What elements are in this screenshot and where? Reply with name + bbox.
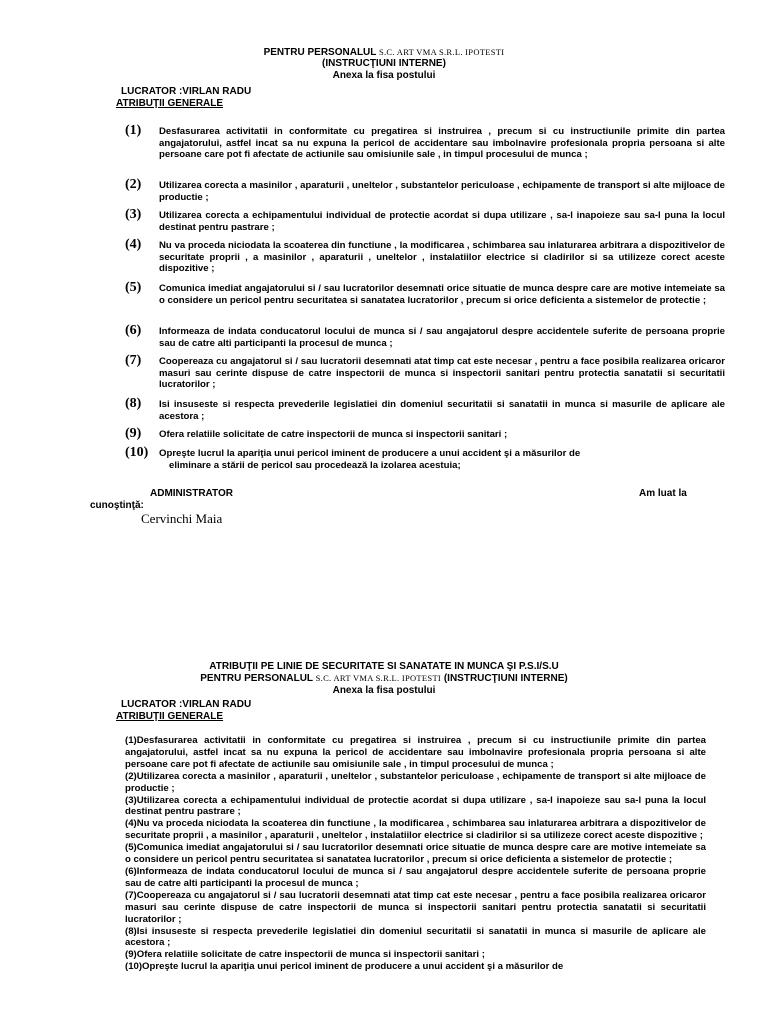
- administrator-label: ADMINISTRATOR: [150, 488, 233, 499]
- paragraph: (4)Nu va proceda niciodata la scoaterea din functiune , la modificarea , schimbarea sau inlaturarea arbitrara a dispozitivelor de securitate proprii , a masinilor , aparaturii , uneltelor , instalatiilor electrice si cladirilor si sa utilizeze corect aceste dispozitive ;: [125, 818, 706, 842]
- annex-label: Anexa la fisa postului: [332, 70, 436, 81]
- title-prefix: PENTRU PERSONALUL: [263, 47, 377, 58]
- item-number: (2): [125, 177, 142, 192]
- section2-body: [125, 735, 706, 973]
- paragraph: (9)Ofera relatiile solicitate de catre inspectorii de munca si inspectorii sanitari ;: [125, 949, 485, 961]
- section-heading: ATRIBUŢII GENERALE: [116, 98, 224, 109]
- item-number: (5): [125, 280, 142, 295]
- signature-name: Cervinchi Maia: [141, 511, 223, 526]
- item-number: (7): [125, 353, 142, 368]
- item-text: Isi insuseste si respecta prevederile legislatiei din domeniul securitatii si sanatatii in munca si masurile de aplicare ale acestora ;: [159, 399, 725, 422]
- item-number: (1): [125, 123, 142, 138]
- doc-subtitle: (INSTRUCŢIUNI INTERNE): [322, 58, 446, 69]
- paragraph: (10)Opreşte lucrul la apariţia unui pericol iminent de producere a unui accident şi a măsurilor de: [125, 961, 564, 973]
- list-item: [125, 446, 725, 471]
- company-name: S.C. ART VMA S.R.L. IPOTESTI: [378, 47, 505, 57]
- item-number: (4): [125, 237, 142, 252]
- paragraph: (2)Utilizarea corecta a masinilor , aparaturii , uneltelor , substantelor periculoase , echipamente de transport si alte mijloace de productie ;: [125, 770, 706, 794]
- item-text: Desfasurarea activitatii in conformitate cu pregatirea si instruirea , precum si cu instructiunile primite din partea angajatorului, astfel incat sa nu expuna la pericol de accidentare sau imbolnavire profesionala propria persoana si alte persoane care pot fi afectate de actiunile sau omisiunile sale , in timpul procesului de munca ;: [159, 126, 725, 161]
- doc2-subtitle: [0, 673, 768, 684]
- paragraph: (6)Informeaza de indata conducatorul locului de munca si / sau angajatorul despre accidentele suferite de persoana proprie sau de catre alti participanti la procesul de munca ;: [125, 865, 706, 889]
- item-text: Nu va proceda niciodata la scoaterea din functiune , la modificarea , schimbarea sau inlaturarea arbitrara a dispozitivelor de securitate proprii , a masinilor , aparaturii , uneltelor , instalatiilor electrice si cladirilor si sa utilizeze corect aceste dispozitive ;: [159, 240, 725, 275]
- list-item: [125, 238, 725, 275]
- paragraph: (5)Comunica imediat angajatorului si / sau lucratorilor desemnati orice situatie de munca despre care are motive intemeiate sa o considere un pericol pentru securitatea si sanatatea lucratorilor , precum si orice deficienta a sistemelor de protectie ;: [125, 842, 706, 866]
- item-text: Utilizarea corecta a echipamentului individual de protectie acordat si dupa utilizare , sa-l inapoieze sau sa-l puna la locul destinat pentru pastrare ;: [159, 210, 725, 233]
- item-text: Comunica imediat angajatorului si / sau lucratorilor desemnati orice situatie de munca despre care are motive intemeiate sa o considere un pericol pentru securitatea si sanatatea lucratorilor , precum si orice deficienta a sistemelor de protectie ;: [159, 283, 725, 306]
- annex2-label: Anexa la fisa postului: [332, 685, 436, 696]
- acknowledged-label: Am luat la: [639, 488, 687, 499]
- item-number: (10): [125, 445, 149, 460]
- list-item: [125, 281, 725, 306]
- list-item: [125, 208, 725, 233]
- item-text-line2: eliminare a stării de pericol sau procedează la izolarea acestuia;: [169, 459, 461, 471]
- doc2-title: ATRIBUŢII PE LINIE DE SECURITATE SI SANATATE IN MUNCA ŞI P.S.I/S.U: [209, 661, 559, 672]
- list-item: [125, 427, 725, 441]
- acknowledged-label-2: cunoştinţă:: [90, 500, 144, 511]
- worker-name: LUCRATOR :VIRLAN RADU: [121, 86, 252, 97]
- paragraph: (3)Utilizarea corecta a echipamentului individual de protectie acordat si dupa utilizare , sa-l inapoieze sau sa-l puna la locul destinat pentru pastrare ;: [125, 794, 706, 818]
- company-name: S.C. ART VMA S.R.L. IPOTESTI: [315, 673, 442, 683]
- doc-title: [0, 47, 768, 58]
- item-text: Ofera relatiile solicitate de catre inspectorii de munca si inspectorii sanitari ;: [159, 429, 508, 440]
- list-item: [125, 354, 725, 391]
- item-number: (9): [125, 426, 142, 441]
- item-text: Coopereaza cu angajatorul si / sau lucratorii desemnati atat timp cat este necesar , pentru a face posibila realizarea oricaror masuri sau cerinte dispuse de catre inspectorii de munca si inspectorii sanitari pentru protectia sanatatii si securitatii lucratorilor ;: [159, 356, 725, 391]
- list-item: [125, 124, 725, 161]
- item-number: (6): [125, 323, 142, 338]
- item-number: (3): [125, 207, 142, 222]
- section2-heading: ATRIBUŢII GENERALE: [116, 711, 224, 722]
- item-number: (8): [125, 396, 142, 411]
- title-suffix: (INSTRUCŢIUNI INTERNE): [443, 673, 568, 684]
- item-text: Informeaza de indata conducatorul locului de munca si / sau angajatorul despre accidentele suferite de persoana proprie sau de catre alti participanti la procesul de munca ;: [159, 326, 725, 349]
- item-text-line1: Opreşte lucrul la apariţia unui pericol iminent de producere a unui accident şi a măsurilor de: [159, 448, 581, 459]
- paragraph: (7)Coopereaza cu angajatorul si / sau lucratorii desemnati atat timp cat este necesar , pentru a face posibila realizarea oricaror masuri sau cerinte dispuse de catre inspectorii de munca si inspectorii sanitari pentru protectia sanatatii si securitatii lucratorilor ;: [125, 889, 706, 925]
- item-text: [159, 446, 725, 471]
- paragraph: (1)Desfasurarea activitatii in conformitate cu pregatirea si instruirea , precum si cu instructiunile primite din partea angajatorului, astfel incat sa nu expuna la pericol de accidentare sau imbolnavire profesionala propria persoana si alte persoane care pot fi afectate de actiunile sau omisiunile sale , in timpul procesului de munca ;: [125, 735, 706, 770]
- paragraph: (8)Isi insuseste si respecta prevederile legislatiei din domeniul securitatii si sanatatii in munca si masurile de aplicare ale acestora ;: [125, 925, 706, 949]
- item-text: Utilizarea corecta a masinilor , aparaturii , uneltelor , substantelor periculoase , echipamente de transport si alte mijloace de productie ;: [159, 180, 725, 203]
- list-item: [125, 324, 725, 349]
- title-prefix: PENTRU PERSONALUL: [200, 673, 313, 684]
- list-item: [125, 397, 725, 422]
- list-item: [125, 178, 725, 203]
- worker2-name: LUCRATOR :VIRLAN RADU: [121, 699, 252, 710]
